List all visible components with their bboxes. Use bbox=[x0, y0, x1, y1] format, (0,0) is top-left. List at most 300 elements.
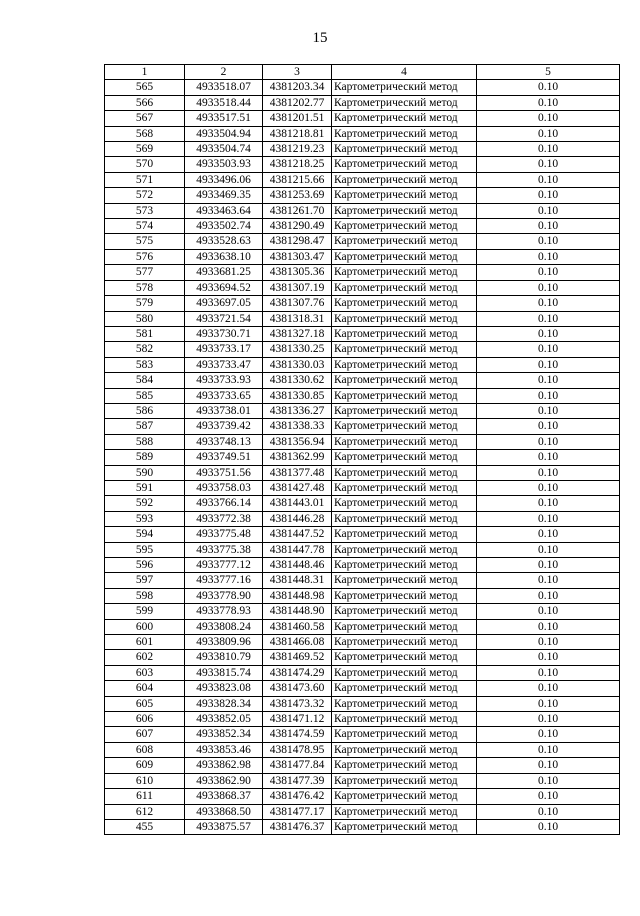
table-row bbox=[105, 311, 620, 326]
method-cell: Картометрический метод bbox=[332, 588, 477, 603]
accuracy-cell: 0.10 bbox=[477, 326, 620, 341]
x-coordinate-cell: 4933517.51 bbox=[185, 111, 263, 126]
point-number-cell: 575 bbox=[105, 234, 185, 249]
point-number-cell: 595 bbox=[105, 542, 185, 557]
point-number-cell: 576 bbox=[105, 249, 185, 264]
x-coordinate-cell: 4933862.90 bbox=[185, 773, 263, 788]
y-coordinate-cell: 4381303.47 bbox=[263, 249, 332, 264]
point-number-cell: 606 bbox=[105, 712, 185, 727]
y-coordinate-cell: 4381446.28 bbox=[263, 511, 332, 526]
point-number-cell: 584 bbox=[105, 373, 185, 388]
y-coordinate-cell: 4381330.25 bbox=[263, 342, 332, 357]
method-cell: Картометрический метод bbox=[332, 80, 477, 95]
accuracy-cell: 0.10 bbox=[477, 727, 620, 742]
point-number-cell: 601 bbox=[105, 635, 185, 650]
method-cell: Картометрический метод bbox=[332, 142, 477, 157]
table-row bbox=[105, 450, 620, 465]
x-coordinate-cell: 4933875.57 bbox=[185, 819, 263, 834]
accuracy-cell: 0.10 bbox=[477, 527, 620, 542]
method-cell: Картометрический метод bbox=[332, 188, 477, 203]
y-coordinate-cell: 4381427.48 bbox=[263, 480, 332, 495]
accuracy-cell: 0.10 bbox=[477, 188, 620, 203]
point-number-cell: 565 bbox=[105, 80, 185, 95]
point-number-cell: 586 bbox=[105, 403, 185, 418]
point-number-cell: 604 bbox=[105, 681, 185, 696]
y-coordinate-cell: 4381448.31 bbox=[263, 573, 332, 588]
method-cell: Картометрический метод bbox=[332, 419, 477, 434]
point-number-cell: 596 bbox=[105, 558, 185, 573]
x-coordinate-cell: 4933853.46 bbox=[185, 742, 263, 757]
method-cell: Картометрический метод bbox=[332, 511, 477, 526]
y-coordinate-cell: 4381362.99 bbox=[263, 450, 332, 465]
x-coordinate-cell: 4933733.47 bbox=[185, 357, 263, 372]
x-coordinate-cell: 4933528.63 bbox=[185, 234, 263, 249]
y-coordinate-cell: 4381356.94 bbox=[263, 434, 332, 449]
y-coordinate-cell: 4381474.59 bbox=[263, 727, 332, 742]
table-row bbox=[105, 326, 620, 341]
y-coordinate-cell: 4381447.52 bbox=[263, 527, 332, 542]
table-row bbox=[105, 712, 620, 727]
table-row bbox=[105, 727, 620, 742]
accuracy-cell: 0.10 bbox=[477, 696, 620, 711]
x-coordinate-cell: 4933862.98 bbox=[185, 758, 263, 773]
y-coordinate-cell: 4381305.36 bbox=[263, 265, 332, 280]
table-row bbox=[105, 789, 620, 804]
method-cell: Картометрический метод bbox=[332, 804, 477, 819]
y-coordinate-cell: 4381443.01 bbox=[263, 496, 332, 511]
table-row bbox=[105, 342, 620, 357]
method-cell: Картометрический метод bbox=[332, 542, 477, 557]
table-row bbox=[105, 265, 620, 280]
table-row bbox=[105, 126, 620, 141]
table-row bbox=[105, 588, 620, 603]
method-cell: Картометрический метод bbox=[332, 373, 477, 388]
table-row bbox=[105, 373, 620, 388]
accuracy-cell: 0.10 bbox=[477, 157, 620, 172]
method-cell: Картометрический метод bbox=[332, 742, 477, 757]
accuracy-cell: 0.10 bbox=[477, 95, 620, 110]
point-number-cell: 567 bbox=[105, 111, 185, 126]
point-number-cell: 577 bbox=[105, 265, 185, 280]
y-coordinate-cell: 4381218.81 bbox=[263, 126, 332, 141]
point-number-cell: 581 bbox=[105, 326, 185, 341]
table-row bbox=[105, 480, 620, 495]
method-cell: Картометрический метод bbox=[332, 280, 477, 295]
method-cell: Картометрический метод bbox=[332, 342, 477, 357]
point-number-cell: 610 bbox=[105, 773, 185, 788]
table-row bbox=[105, 635, 620, 650]
accuracy-cell: 0.10 bbox=[477, 126, 620, 141]
x-coordinate-cell: 4933868.37 bbox=[185, 789, 263, 804]
table-row bbox=[105, 619, 620, 634]
x-coordinate-cell: 4933739.42 bbox=[185, 419, 263, 434]
y-coordinate-cell: 4381448.90 bbox=[263, 604, 332, 619]
table-row bbox=[105, 419, 620, 434]
y-coordinate-cell: 4381460.58 bbox=[263, 619, 332, 634]
y-coordinate-cell: 4381473.60 bbox=[263, 681, 332, 696]
method-cell: Картометрический метод bbox=[332, 819, 477, 834]
accuracy-cell: 0.10 bbox=[477, 142, 620, 157]
accuracy-cell: 0.10 bbox=[477, 111, 620, 126]
accuracy-cell: 0.10 bbox=[477, 80, 620, 95]
method-cell: Картометрический метод bbox=[332, 681, 477, 696]
accuracy-cell: 0.10 bbox=[477, 280, 620, 295]
point-number-cell: 603 bbox=[105, 665, 185, 680]
method-cell: Картометрический метод bbox=[332, 388, 477, 403]
method-cell: Картометрический метод bbox=[332, 126, 477, 141]
point-number-cell: 578 bbox=[105, 280, 185, 295]
point-number-cell: 598 bbox=[105, 588, 185, 603]
x-coordinate-cell: 4933823.08 bbox=[185, 681, 263, 696]
x-coordinate-cell: 4933504.74 bbox=[185, 142, 263, 157]
method-cell: Картометрический метод bbox=[332, 619, 477, 634]
y-coordinate-cell: 4381215.66 bbox=[263, 172, 332, 187]
point-number-cell: 591 bbox=[105, 480, 185, 495]
x-coordinate-cell: 4933852.05 bbox=[185, 712, 263, 727]
accuracy-cell: 0.10 bbox=[477, 511, 620, 526]
table-row bbox=[105, 203, 620, 218]
method-cell: Картометрический метод bbox=[332, 773, 477, 788]
y-coordinate-cell: 4381298.47 bbox=[263, 234, 332, 249]
y-coordinate-cell: 4381447.78 bbox=[263, 542, 332, 557]
table-row bbox=[105, 280, 620, 295]
y-coordinate-cell: 4381476.37 bbox=[263, 819, 332, 834]
x-coordinate-cell: 4933733.65 bbox=[185, 388, 263, 403]
x-coordinate-cell: 4933730.71 bbox=[185, 326, 263, 341]
y-coordinate-cell: 4381330.62 bbox=[263, 373, 332, 388]
table-row bbox=[105, 434, 620, 449]
accuracy-cell: 0.10 bbox=[477, 558, 620, 573]
y-coordinate-cell: 4381477.39 bbox=[263, 773, 332, 788]
method-cell: Картометрический метод bbox=[332, 650, 477, 665]
table-row bbox=[105, 696, 620, 711]
accuracy-cell: 0.10 bbox=[477, 172, 620, 187]
method-cell: Картометрический метод bbox=[332, 234, 477, 249]
x-coordinate-cell: 4933809.96 bbox=[185, 635, 263, 650]
x-coordinate-cell: 4933503.93 bbox=[185, 157, 263, 172]
accuracy-cell: 0.10 bbox=[477, 311, 620, 326]
accuracy-cell: 0.10 bbox=[477, 819, 620, 834]
method-cell: Картометрический метод bbox=[332, 758, 477, 773]
coordinates-table bbox=[104, 64, 620, 835]
y-coordinate-cell: 4381203.34 bbox=[263, 80, 332, 95]
y-coordinate-cell: 4381327.18 bbox=[263, 326, 332, 341]
table-row bbox=[105, 142, 620, 157]
method-cell: Картометрический метод bbox=[332, 558, 477, 573]
accuracy-cell: 0.10 bbox=[477, 465, 620, 480]
method-cell: Картометрический метод bbox=[332, 219, 477, 234]
accuracy-cell: 0.10 bbox=[477, 773, 620, 788]
table-row bbox=[105, 742, 620, 757]
table-body bbox=[105, 80, 620, 835]
accuracy-cell: 0.10 bbox=[477, 619, 620, 634]
y-coordinate-cell: 4381478.95 bbox=[263, 742, 332, 757]
method-cell: Картометрический метод bbox=[332, 265, 477, 280]
accuracy-cell: 0.10 bbox=[477, 434, 620, 449]
point-number-cell: 580 bbox=[105, 311, 185, 326]
x-coordinate-cell: 4933772.38 bbox=[185, 511, 263, 526]
table-row bbox=[105, 111, 620, 126]
point-number-cell: 607 bbox=[105, 727, 185, 742]
accuracy-cell: 0.10 bbox=[477, 450, 620, 465]
accuracy-cell: 0.10 bbox=[477, 588, 620, 603]
point-number-cell: 597 bbox=[105, 573, 185, 588]
point-number-cell: 588 bbox=[105, 434, 185, 449]
table-row bbox=[105, 219, 620, 234]
point-number-cell: 574 bbox=[105, 219, 185, 234]
point-number-cell: 602 bbox=[105, 650, 185, 665]
table-row bbox=[105, 681, 620, 696]
point-number-cell: 592 bbox=[105, 496, 185, 511]
accuracy-cell: 0.10 bbox=[477, 219, 620, 234]
table-row bbox=[105, 95, 620, 110]
x-coordinate-cell: 4933694.52 bbox=[185, 280, 263, 295]
x-coordinate-cell: 4933518.44 bbox=[185, 95, 263, 110]
accuracy-cell: 0.10 bbox=[477, 419, 620, 434]
x-coordinate-cell: 4933504.94 bbox=[185, 126, 263, 141]
y-coordinate-cell: 4381219.23 bbox=[263, 142, 332, 157]
table-row bbox=[105, 542, 620, 557]
method-cell: Картометрический метод bbox=[332, 311, 477, 326]
point-number-cell: 566 bbox=[105, 95, 185, 110]
accuracy-cell: 0.10 bbox=[477, 342, 620, 357]
y-coordinate-cell: 4381469.52 bbox=[263, 650, 332, 665]
method-cell: Картометрический метод bbox=[332, 111, 477, 126]
accuracy-cell: 0.10 bbox=[477, 388, 620, 403]
method-cell: Картометрический метод bbox=[332, 403, 477, 418]
y-coordinate-cell: 4381336.27 bbox=[263, 403, 332, 418]
x-coordinate-cell: 4933518.07 bbox=[185, 80, 263, 95]
point-number-cell: 594 bbox=[105, 527, 185, 542]
x-coordinate-cell: 4933852.34 bbox=[185, 727, 263, 742]
accuracy-cell: 0.10 bbox=[477, 604, 620, 619]
x-coordinate-cell: 4933828.34 bbox=[185, 696, 263, 711]
y-coordinate-cell: 4381448.46 bbox=[263, 558, 332, 573]
y-coordinate-cell: 4381202.77 bbox=[263, 95, 332, 110]
x-coordinate-cell: 4933638.10 bbox=[185, 249, 263, 264]
table-row bbox=[105, 157, 620, 172]
x-coordinate-cell: 4933681.25 bbox=[185, 265, 263, 280]
method-cell: Картометрический метод bbox=[332, 573, 477, 588]
method-cell: Картометрический метод bbox=[332, 157, 477, 172]
method-cell: Картометрический метод bbox=[332, 727, 477, 742]
accuracy-cell: 0.10 bbox=[477, 804, 620, 819]
table-row bbox=[105, 527, 620, 542]
accuracy-cell: 0.10 bbox=[477, 373, 620, 388]
method-cell: Картометрический метод bbox=[332, 696, 477, 711]
x-coordinate-cell: 4933697.05 bbox=[185, 296, 263, 311]
point-number-cell: 611 bbox=[105, 789, 185, 804]
point-number-cell: 570 bbox=[105, 157, 185, 172]
y-coordinate-cell: 4381201.51 bbox=[263, 111, 332, 126]
x-coordinate-cell: 4933496.06 bbox=[185, 172, 263, 187]
accuracy-cell: 0.10 bbox=[477, 542, 620, 557]
method-cell: Картометрический метод bbox=[332, 465, 477, 480]
x-coordinate-cell: 4933469.35 bbox=[185, 188, 263, 203]
method-cell: Картометрический метод bbox=[332, 712, 477, 727]
accuracy-cell: 0.10 bbox=[477, 480, 620, 495]
accuracy-cell: 0.10 bbox=[477, 357, 620, 372]
accuracy-cell: 0.10 bbox=[477, 403, 620, 418]
table-row bbox=[105, 188, 620, 203]
point-number-cell: 571 bbox=[105, 172, 185, 187]
table-row bbox=[105, 357, 620, 372]
method-cell: Картометрический метод bbox=[332, 480, 477, 495]
point-number-cell: 569 bbox=[105, 142, 185, 157]
x-coordinate-cell: 4933738.01 bbox=[185, 403, 263, 418]
y-coordinate-cell: 4381307.19 bbox=[263, 280, 332, 295]
y-coordinate-cell: 4381377.48 bbox=[263, 465, 332, 480]
accuracy-cell: 0.10 bbox=[477, 789, 620, 804]
point-number-cell: 568 bbox=[105, 126, 185, 141]
table-row bbox=[105, 80, 620, 95]
point-number-cell: 590 bbox=[105, 465, 185, 480]
y-coordinate-cell: 4381218.25 bbox=[263, 157, 332, 172]
y-coordinate-cell: 4381477.84 bbox=[263, 758, 332, 773]
x-coordinate-cell: 4933868.50 bbox=[185, 804, 263, 819]
y-coordinate-cell: 4381473.32 bbox=[263, 696, 332, 711]
x-coordinate-cell: 4933748.13 bbox=[185, 434, 263, 449]
point-number-cell: 455 bbox=[105, 819, 185, 834]
y-coordinate-cell: 4381318.31 bbox=[263, 311, 332, 326]
method-cell: Картометрический метод bbox=[332, 527, 477, 542]
point-number-cell: 599 bbox=[105, 604, 185, 619]
point-number-cell: 583 bbox=[105, 357, 185, 372]
accuracy-cell: 0.10 bbox=[477, 234, 620, 249]
column-header: 1 bbox=[105, 65, 185, 80]
accuracy-cell: 0.10 bbox=[477, 681, 620, 696]
x-coordinate-cell: 4933721.54 bbox=[185, 311, 263, 326]
x-coordinate-cell: 4933751.56 bbox=[185, 465, 263, 480]
point-number-cell: 579 bbox=[105, 296, 185, 311]
y-coordinate-cell: 4381330.85 bbox=[263, 388, 332, 403]
point-number-cell: 582 bbox=[105, 342, 185, 357]
x-coordinate-cell: 4933808.24 bbox=[185, 619, 263, 634]
accuracy-cell: 0.10 bbox=[477, 249, 620, 264]
method-cell: Картометрический метод bbox=[332, 665, 477, 680]
point-number-cell: 609 bbox=[105, 758, 185, 773]
table-row bbox=[105, 172, 620, 187]
method-cell: Картометрический метод bbox=[332, 604, 477, 619]
table-row bbox=[105, 773, 620, 788]
y-coordinate-cell: 4381471.12 bbox=[263, 712, 332, 727]
accuracy-cell: 0.10 bbox=[477, 573, 620, 588]
column-header: 4 bbox=[332, 65, 477, 80]
method-cell: Картометрический метод bbox=[332, 434, 477, 449]
point-number-cell: 587 bbox=[105, 419, 185, 434]
table-row bbox=[105, 403, 620, 418]
y-coordinate-cell: 4381253.69 bbox=[263, 188, 332, 203]
table-row bbox=[105, 249, 620, 264]
column-header: 3 bbox=[263, 65, 332, 80]
y-coordinate-cell: 4381448.98 bbox=[263, 588, 332, 603]
x-coordinate-cell: 4933775.38 bbox=[185, 542, 263, 557]
method-cell: Картометрический метод bbox=[332, 496, 477, 511]
point-number-cell: 612 bbox=[105, 804, 185, 819]
x-coordinate-cell: 4933733.93 bbox=[185, 373, 263, 388]
accuracy-cell: 0.10 bbox=[477, 296, 620, 311]
point-number-cell: 589 bbox=[105, 450, 185, 465]
method-cell: Картометрический метод bbox=[332, 326, 477, 341]
y-coordinate-cell: 4381307.76 bbox=[263, 296, 332, 311]
method-cell: Картометрический метод bbox=[332, 357, 477, 372]
point-number-cell: 573 bbox=[105, 203, 185, 218]
x-coordinate-cell: 4933815.74 bbox=[185, 665, 263, 680]
x-coordinate-cell: 4933775.48 bbox=[185, 527, 263, 542]
table-row bbox=[105, 758, 620, 773]
table-row bbox=[105, 465, 620, 480]
table-row bbox=[105, 573, 620, 588]
table-row bbox=[105, 511, 620, 526]
x-coordinate-cell: 4933766.14 bbox=[185, 496, 263, 511]
x-coordinate-cell: 4933733.17 bbox=[185, 342, 263, 357]
accuracy-cell: 0.10 bbox=[477, 635, 620, 650]
table-row bbox=[105, 804, 620, 819]
method-cell: Картометрический метод bbox=[332, 450, 477, 465]
y-coordinate-cell: 4381330.03 bbox=[263, 357, 332, 372]
x-coordinate-cell: 4933502.74 bbox=[185, 219, 263, 234]
x-coordinate-cell: 4933463.64 bbox=[185, 203, 263, 218]
table-row bbox=[105, 234, 620, 249]
x-coordinate-cell: 4933810.79 bbox=[185, 650, 263, 665]
column-header: 2 bbox=[185, 65, 263, 80]
page-number: 15 bbox=[312, 30, 328, 46]
method-cell: Картометрический метод bbox=[332, 203, 477, 218]
accuracy-cell: 0.10 bbox=[477, 265, 620, 280]
x-coordinate-cell: 4933778.93 bbox=[185, 604, 263, 619]
point-number-cell: 572 bbox=[105, 188, 185, 203]
table-header-row bbox=[105, 65, 620, 80]
x-coordinate-cell: 4933758.03 bbox=[185, 480, 263, 495]
accuracy-cell: 0.10 bbox=[477, 758, 620, 773]
method-cell: Картометрический метод bbox=[332, 95, 477, 110]
x-coordinate-cell: 4933777.16 bbox=[185, 573, 263, 588]
table-row bbox=[105, 388, 620, 403]
table-row bbox=[105, 650, 620, 665]
x-coordinate-cell: 4933749.51 bbox=[185, 450, 263, 465]
x-coordinate-cell: 4933777.12 bbox=[185, 558, 263, 573]
y-coordinate-cell: 4381338.33 bbox=[263, 419, 332, 434]
accuracy-cell: 0.10 bbox=[477, 742, 620, 757]
table-row bbox=[105, 296, 620, 311]
accuracy-cell: 0.10 bbox=[477, 496, 620, 511]
accuracy-cell: 0.10 bbox=[477, 203, 620, 218]
method-cell: Картометрический метод bbox=[332, 249, 477, 264]
y-coordinate-cell: 4381290.49 bbox=[263, 219, 332, 234]
method-cell: Картометрический метод bbox=[332, 172, 477, 187]
y-coordinate-cell: 4381261.70 bbox=[263, 203, 332, 218]
y-coordinate-cell: 4381477.17 bbox=[263, 804, 332, 819]
y-coordinate-cell: 4381476.42 bbox=[263, 789, 332, 804]
column-header: 5 bbox=[477, 65, 620, 80]
point-number-cell: 585 bbox=[105, 388, 185, 403]
accuracy-cell: 0.10 bbox=[477, 650, 620, 665]
method-cell: Картометрический метод bbox=[332, 789, 477, 804]
y-coordinate-cell: 4381474.29 bbox=[263, 665, 332, 680]
point-number-cell: 593 bbox=[105, 511, 185, 526]
point-number-cell: 608 bbox=[105, 742, 185, 757]
accuracy-cell: 0.10 bbox=[477, 665, 620, 680]
method-cell: Картометрический метод bbox=[332, 296, 477, 311]
x-coordinate-cell: 4933778.90 bbox=[185, 588, 263, 603]
table-row bbox=[105, 665, 620, 680]
point-number-cell: 605 bbox=[105, 696, 185, 711]
y-coordinate-cell: 4381466.08 bbox=[263, 635, 332, 650]
table-row bbox=[105, 496, 620, 511]
point-number-cell: 600 bbox=[105, 619, 185, 634]
table-row bbox=[105, 558, 620, 573]
table-row bbox=[105, 819, 620, 834]
